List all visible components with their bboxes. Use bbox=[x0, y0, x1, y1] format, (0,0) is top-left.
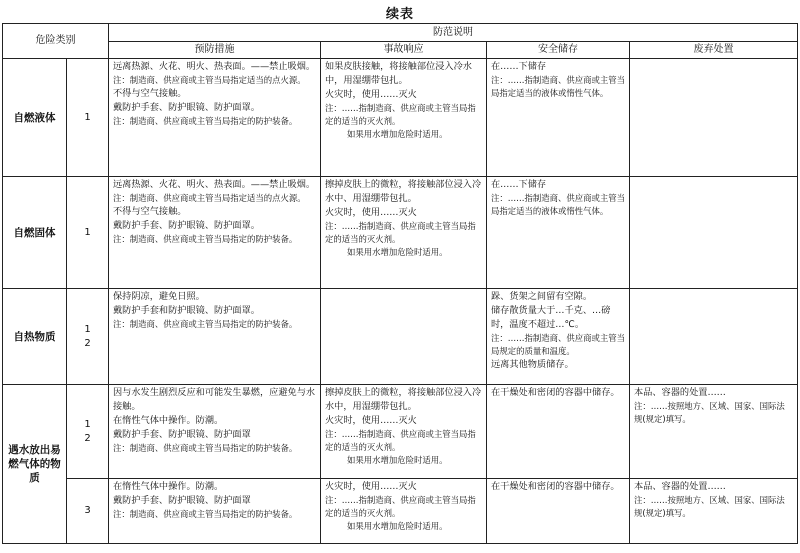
note-line: 如果用水增加危险时适用。 bbox=[347, 521, 448, 531]
note-line: 注：……指制造商、供应商或主管当局指定适当的液体或惰性气体。 bbox=[491, 75, 625, 98]
prevention-cell bbox=[109, 479, 321, 544]
note-line: 注：……按照地方、区域、国家、国际法规(规定)填写。 bbox=[634, 401, 785, 424]
note-line: 注：制造商、供应商或主管当局指定的防护装备。 bbox=[113, 443, 298, 453]
category-cell: 遇水放出易燃气体的物质 bbox=[3, 385, 67, 544]
response-cell bbox=[321, 177, 487, 289]
note-line: 如果用水增加危险时适用。 bbox=[347, 247, 448, 257]
note-line: 注：……指制造商、供应商或主管当局指定的适当的灭火剂。 bbox=[325, 429, 476, 452]
text-line: 在干燥处和密闭的容器中储存。 bbox=[491, 481, 620, 492]
text-line: 戴防护手套和防护眼镜、防护面罩。 bbox=[113, 305, 260, 316]
table-row bbox=[3, 289, 798, 385]
text-line: 在干燥处和密闭的容器中储存。 bbox=[491, 387, 620, 398]
text-line: 不得与空气接触。 bbox=[113, 88, 187, 99]
text-line: 远离热源、火花、明火、热表面。——禁止吸烟。 bbox=[113, 179, 316, 190]
note-line: 注：制造商、供应商或主管当局指定的防护装备。 bbox=[113, 509, 298, 519]
text-line: 如果皮肤接触，将接触部位浸入冷水中，用湿绷带包扎。 bbox=[325, 61, 472, 86]
text-line: 戴防护手套、防护眼镜、防护面罩 bbox=[113, 495, 251, 506]
text-line: 远离其他物质储存。 bbox=[491, 359, 574, 370]
response-cell bbox=[321, 59, 487, 177]
class-cell: 1 2 bbox=[67, 289, 109, 385]
text-line: 火灾时，使用……灭火 bbox=[325, 207, 417, 218]
page-title: 续表 bbox=[385, 7, 414, 22]
text-line: 火灾时，使用……灭火 bbox=[325, 89, 417, 100]
storage-cell bbox=[487, 479, 630, 544]
note-line: 注：……指制造商、供应商或主管当局指定适当的液体或惰性气体。 bbox=[491, 193, 625, 216]
text-line: 戴防护手套、防护眼镜、防护面罩。 bbox=[113, 220, 260, 231]
note-line: 如果用水增加危险时适用。 bbox=[347, 129, 448, 139]
text-line: 火灾时，使用……灭火 bbox=[325, 481, 417, 492]
prevention-cell bbox=[109, 59, 321, 177]
text-line: 戴防护手套、防护眼镜、防护面罩 bbox=[113, 429, 251, 440]
text-line: 擦掉皮肤上的微粒，将接触部位浸入冷水中、用湿绷带包扎。 bbox=[325, 179, 482, 204]
class-cell: 1 bbox=[67, 177, 109, 289]
category-cell: 自热物质 bbox=[3, 289, 67, 385]
text-line: 远离热源、火花、明火、热表面。——禁止吸烟。 bbox=[113, 61, 316, 72]
text-line: 在惰性气体中操作。防潮。 bbox=[113, 415, 224, 426]
response-cell bbox=[321, 289, 487, 385]
header-disposal: 废弃处置 bbox=[630, 42, 798, 59]
note-line: 注：……指制造商、供应商或主管当局规定的质量和温度。 bbox=[491, 333, 625, 356]
disposal-cell bbox=[630, 59, 798, 177]
table-row bbox=[3, 385, 798, 479]
note-line: 注：……指制造商、供应商或主管当局指定的适当的灭火剂。 bbox=[325, 103, 476, 126]
text-line: 擦掉皮肤上的微粒，将接触部位浸入冷水中，用湿绷带包扎。 bbox=[325, 387, 482, 412]
storage-cell bbox=[487, 385, 630, 479]
text-line: 跺、货架之间留有空隙。 bbox=[491, 291, 593, 302]
header-response: 事故响应 bbox=[321, 42, 487, 59]
category-cell: 自燃液体 bbox=[3, 59, 67, 177]
note-line: 如果用水增加危险时适用。 bbox=[347, 455, 448, 465]
text-line: 在……下储存 bbox=[491, 61, 547, 72]
text-line: 保持阴凉，避免日照。 bbox=[113, 291, 205, 302]
response-cell bbox=[321, 479, 487, 544]
note-line: 注：制造商、供应商或主管当局指定的防护装备。 bbox=[113, 116, 298, 126]
storage-cell bbox=[487, 289, 630, 385]
text-line: 不得与空气接触。 bbox=[113, 206, 187, 217]
note-line: 注：……按照地方、区域、国家、国际法规(规定)填写。 bbox=[634, 495, 785, 518]
text-line: 在……下储存 bbox=[491, 179, 547, 190]
text-line: 本品、容器的处置…… bbox=[634, 481, 726, 492]
storage-cell bbox=[487, 177, 630, 289]
category-cell: 自燃固体 bbox=[3, 177, 67, 289]
note-line: 注：制造商、供应商或主管当局指定的防护装备。 bbox=[113, 319, 298, 329]
disposal-cell bbox=[630, 289, 798, 385]
header-category: 危险类别 bbox=[3, 24, 109, 59]
precaution-table bbox=[2, 23, 798, 544]
disposal-cell bbox=[630, 177, 798, 289]
text-line: 火灾时，使用……灭火 bbox=[325, 415, 417, 426]
note-line: 注：……指制造商、供应商或主管当局指定的适当的灭火剂。 bbox=[325, 221, 476, 244]
table-row bbox=[3, 59, 798, 177]
prevention-cell bbox=[109, 289, 321, 385]
class-cell: 3 bbox=[67, 479, 109, 544]
text-line: 在惰性气体中操作。防潮。 bbox=[113, 481, 224, 492]
text-line: 本品、容器的处置…… bbox=[634, 387, 726, 398]
storage-cell bbox=[487, 59, 630, 177]
prevention-cell bbox=[109, 385, 321, 479]
text-line: 戴防护手套、防护眼镜、防护面罩。 bbox=[113, 102, 260, 113]
text-line: 因与水发生剧烈反应和可能发生暴燃，应避免与水接触。 bbox=[113, 387, 316, 412]
note-line: 注：制造商、供应商或主管当局指定适当的点火源。 bbox=[113, 75, 306, 85]
table-row bbox=[3, 177, 798, 289]
note-line: 注：制造商、供应商或主管当局指定的防护装备。 bbox=[113, 234, 298, 244]
prevention-cell bbox=[109, 177, 321, 289]
class-cell: 1 2 bbox=[67, 385, 109, 479]
class-cell: 1 bbox=[67, 59, 109, 177]
disposal-cell bbox=[630, 479, 798, 544]
note-line: 注：制造商、供应商或主管当局指定适当的点火源。 bbox=[113, 193, 306, 203]
text-line: 储存散货量大于…千克、…磅时，温度不超过…℃。 bbox=[491, 305, 611, 330]
header-prevention: 预防措施 bbox=[109, 42, 321, 59]
header-group: 防范说明 bbox=[109, 24, 798, 42]
note-line: 注：……指制造商、供应商或主管当局指定的适当的灭火剂。 bbox=[325, 495, 476, 518]
response-cell bbox=[321, 385, 487, 479]
table-row bbox=[3, 479, 798, 544]
header-storage: 安全储存 bbox=[487, 42, 630, 59]
disposal-cell bbox=[630, 385, 798, 479]
